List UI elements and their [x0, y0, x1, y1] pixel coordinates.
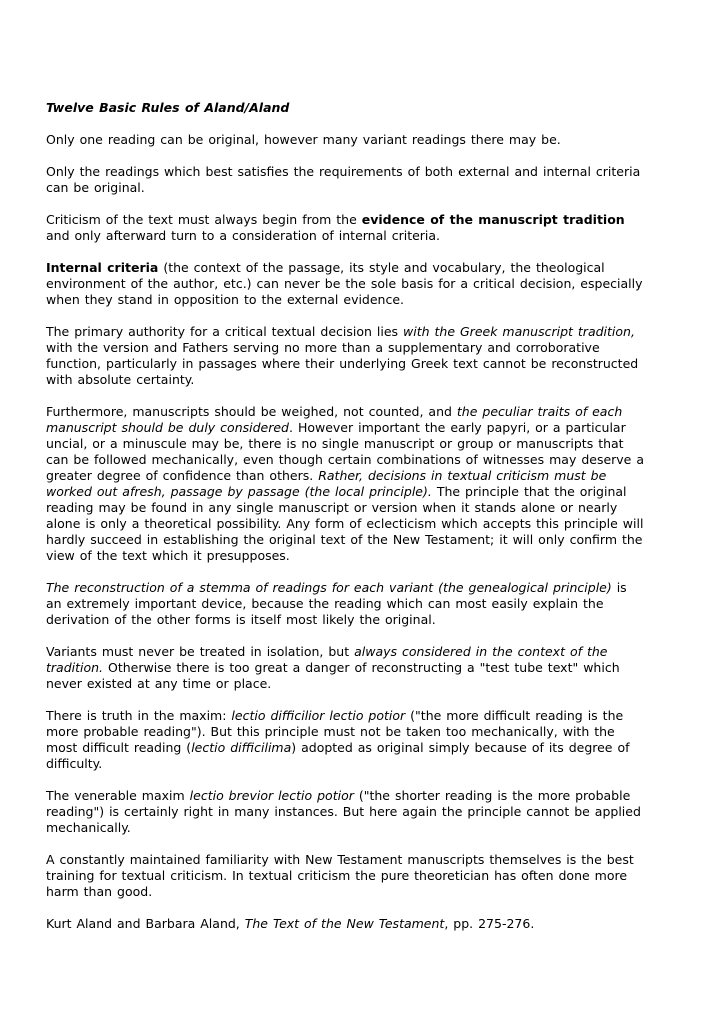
rule-10-text-a: The venerable maxim: [46, 788, 190, 803]
rule-4-text-b: (the context of the passage, its style and vocabulary, the theological environment of the author, etc.) can never be the sole basis for a critical decision, especially when they stand in opposition to the external evidence.: [46, 260, 643, 307]
rule-6-text-e: The principle that the original reading may be found in any single manuscript or version when it stands alone or nearly alone is only a theoretical possibility. Any form of eclecticism which accepts this principle will hardly succeed in establishing the original text of the New Testament; it will only confirm the view of the text which it presupposes.: [46, 484, 644, 563]
rule-9-text-a: There is truth in the maxim:: [46, 708, 232, 723]
rule-9-text-e: ) adopted as original simply because of its degree of difficulty.: [46, 740, 630, 771]
rule-2: [46, 164, 646, 196]
rule-9: [46, 708, 646, 772]
rule-1: [46, 132, 646, 148]
rule-8-italic: always considered in the context of the tradition.: [46, 644, 608, 675]
rule-6: [46, 404, 646, 564]
rule-10-italic: lectio brevior lectio potior: [189, 788, 354, 803]
rule-3-bold: evidence of the manuscript tradition: [361, 212, 625, 227]
document-title: Twelve Basic Rules of Aland/Aland: [46, 100, 290, 115]
rule-6-italic-b: the peculiar traits of each manuscript should be duly considered: [46, 404, 623, 435]
citation-authors: Kurt Aland and Barbara Aland,: [46, 916, 245, 931]
rule-5-text-a: The primary authority for a critical textual decision lies: [46, 324, 404, 339]
document-body: [46, 100, 646, 948]
rule-3: [46, 212, 646, 244]
rule-8: [46, 644, 646, 692]
rule-8-text-a: Variants must never be treated in isolation, but: [46, 644, 355, 659]
rule-9-italic-d: lectio difficilima: [191, 740, 292, 755]
rule-10-text-c: ("the shorter reading is the more probable reading") is certainly right in many instances. But here again the principle cannot be applied mechanically.: [46, 788, 641, 835]
rule-8-text-c: Otherwise there is too great a danger of reconstructing a "test tube text" which never existed at any time or place.: [46, 660, 620, 691]
rule-6-italic-d: Rather, decisions in textual criticism must be worked out afresh, passage by passage (the local principle).: [46, 468, 607, 499]
rule-9-text-c: ("the more difficult reading is the more probable reading"). But this principle must not be taken too mechanically, with the most difficult reading (: [46, 708, 624, 755]
rule-4-bold: Internal criteria: [46, 260, 159, 275]
rule-9-italic-b: lectio difficilior lectio potior: [231, 708, 406, 723]
rule-5-italic: with the Greek manuscript tradition,: [403, 324, 635, 339]
rule-3-text-c: and only afterward turn to a consideration of internal criteria.: [46, 228, 441, 243]
citation-book-title: The Text of the New Testament: [244, 916, 445, 931]
rule-5: [46, 324, 646, 388]
rule-6-text-a: Furthermore, manuscripts should be weighed, not counted, and: [46, 404, 457, 419]
rule-3-text-a: Criticism of the text must always begin from the: [46, 212, 362, 227]
rule-10: [46, 788, 646, 836]
rule-7: [46, 580, 646, 628]
citation-pages: , pp. 275-276.: [444, 916, 535, 931]
rule-6-text-c: . However important the early papyri, or a particular uncial, or a minuscule may be, there is no single manuscript or group or manuscripts that can be followed mechanically, even though certain combinations of witnesses may deserve a greater degree of confidence than others.: [46, 420, 645, 483]
rule-11: [46, 852, 646, 900]
rule-5-text-c: with the version and Fathers serving no more than a supplementary and corroborative function, particularly in passages where their underlying Greek text cannot be reconstructed with absolute certainty.: [46, 340, 639, 387]
rule-11-text: A constantly maintained familiarity with New Testament manuscripts themselves is the best training for textual criticism. In textual criticism the pure theoretician has often done more harm than good.: [46, 852, 634, 899]
rule-1-text: Only one reading can be original, however many variant readings there may be.: [46, 132, 561, 147]
rule-4: [46, 260, 646, 308]
rule-2-text: Only the readings which best satisfies the requirements of both external and internal criteria can be original.: [46, 164, 641, 195]
rule-7-italic: The reconstruction of a stemma of readings for each variant (the genealogical principle): [46, 580, 612, 595]
citation: [46, 916, 646, 932]
rule-7-text-b: is an extremely important device, because the reading which can most easily explain the derivation of the other forms is itself most likely the original.: [46, 580, 627, 627]
